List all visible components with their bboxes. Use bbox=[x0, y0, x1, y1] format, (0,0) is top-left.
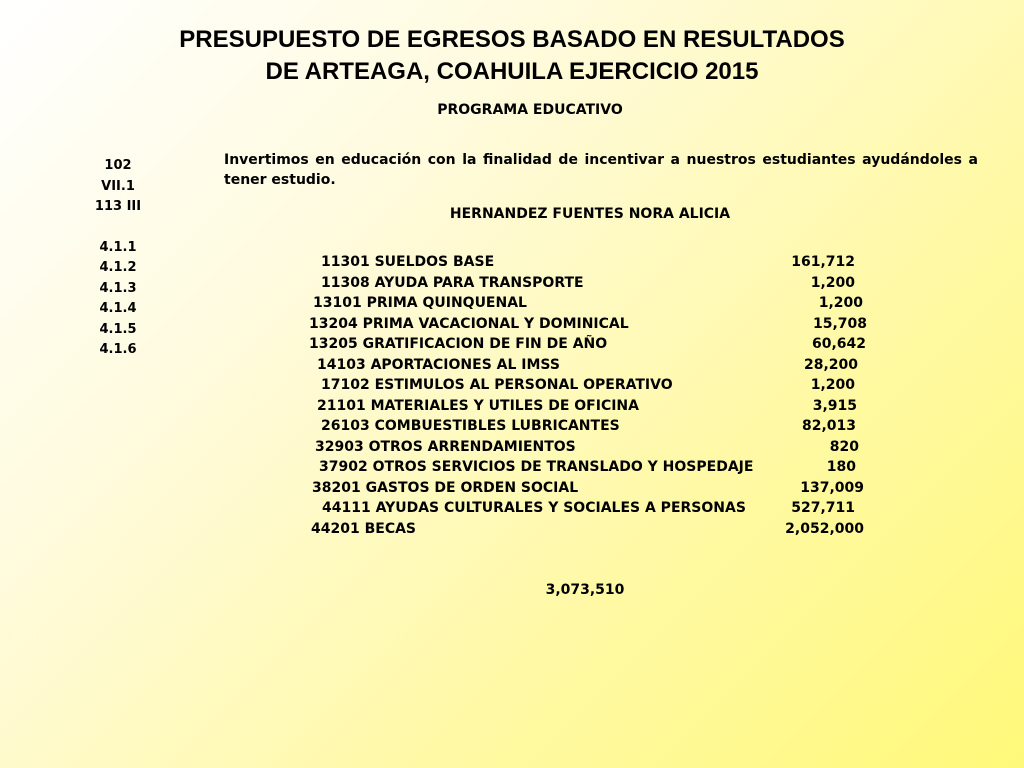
list-item bbox=[0, 295, 1024, 316]
item-label: 11301 SUELDOS BASE bbox=[321, 254, 495, 270]
item-label: 17102 ESTIMULOS AL PERSONAL OPERATIVO bbox=[321, 377, 673, 393]
item-amount: 28,200 bbox=[803, 356, 858, 373]
codes-spacer bbox=[70, 218, 166, 238]
item-amount: 161,712 bbox=[791, 254, 855, 270]
list-item bbox=[0, 418, 1024, 439]
item-amount: 60,642 bbox=[811, 336, 866, 352]
item-label: 44201 BECAS bbox=[311, 520, 417, 537]
code: 4.1.2 bbox=[99, 260, 137, 275]
item-label: 38201 GASTOS DE ORDEN SOCIAL bbox=[312, 479, 579, 496]
list-item bbox=[0, 275, 1024, 296]
item-amount: 820 bbox=[829, 438, 859, 455]
item-label: 44111 AYUDAS CULTURALES Y SOCIALES A PERSONAS bbox=[322, 500, 746, 516]
item-label: 11308 AYUDA PARA TRANSPORTE bbox=[321, 274, 584, 291]
item-label: 13205 GRATIFICACION DE FIN DE AÑO bbox=[309, 336, 608, 352]
budget-total: 3,073,510 bbox=[545, 582, 625, 598]
list-item bbox=[0, 377, 1024, 398]
item-amount: 2,052,000 bbox=[785, 520, 864, 537]
code: 4.1.1 bbox=[99, 239, 137, 255]
item-amount: 1,200 bbox=[810, 274, 855, 291]
code: 113 III bbox=[94, 199, 142, 214]
item-amount: 3,915 bbox=[812, 397, 857, 414]
item-label: 14103 APORTACIONES AL IMSS bbox=[317, 356, 560, 373]
code: VII.1 bbox=[101, 178, 135, 194]
item-amount: 1,200 bbox=[818, 295, 863, 311]
page-title bbox=[0, 24, 1024, 88]
item-label: 26103 COMBUESTIBLES LUBRICANTES bbox=[321, 418, 620, 434]
code: 4.1.4 bbox=[99, 301, 137, 316]
title-line-2: DE ARTEAGA, COAHUILA EJERCICIO 2015 bbox=[265, 58, 759, 85]
item-amount: 1,200 bbox=[810, 377, 855, 393]
list-item bbox=[0, 398, 1024, 419]
item-label: 37902 OTROS SERVICIOS DE TRANSLADO Y HOSPEDAJE bbox=[319, 459, 754, 475]
item-label: 13204 PRIMA VACACIONAL Y DOMINICAL bbox=[309, 315, 629, 332]
title-line-1: PRESUPUESTO DE EGRESOS BASADO EN RESULTADOS bbox=[179, 26, 845, 53]
list-item bbox=[0, 439, 1024, 460]
item-label: 21101 MATERIALES Y UTILES DE OFICINA bbox=[317, 397, 639, 414]
item-amount: 137,009 bbox=[800, 479, 864, 496]
item-amount: 180 bbox=[826, 459, 856, 475]
list-item bbox=[0, 500, 1024, 521]
item-amount: 15,708 bbox=[812, 315, 867, 332]
list-item bbox=[0, 480, 1024, 501]
code: 102 bbox=[104, 158, 132, 173]
list-item bbox=[0, 316, 1024, 337]
code: 4.1.3 bbox=[99, 280, 137, 296]
code: 4.1.5 bbox=[99, 321, 137, 337]
list-item bbox=[0, 521, 1024, 542]
item-amount: 82,013 bbox=[801, 418, 856, 434]
list-item bbox=[0, 254, 1024, 275]
item-label: 32903 OTROS ARRENDAMIENTOS bbox=[315, 438, 576, 455]
code: 4.1.6 bbox=[99, 342, 137, 357]
list-item bbox=[0, 357, 1024, 378]
program-description: Invertimos en educación con la finalidad de incentivar a nuestros estudiantes ayudándoles a tener estudio. bbox=[224, 152, 978, 188]
budget-items bbox=[0, 254, 1024, 541]
item-label: 13101 PRIMA QUINQUENAL bbox=[313, 295, 527, 311]
list-item bbox=[0, 459, 1024, 480]
list-item bbox=[0, 336, 1024, 357]
item-amount: 527,711 bbox=[791, 500, 855, 516]
responsible-name: HERNANDEZ FUENTES NORA ALICIA bbox=[449, 206, 731, 222]
program-name: PROGRAMA EDUCATIVO bbox=[437, 102, 623, 118]
